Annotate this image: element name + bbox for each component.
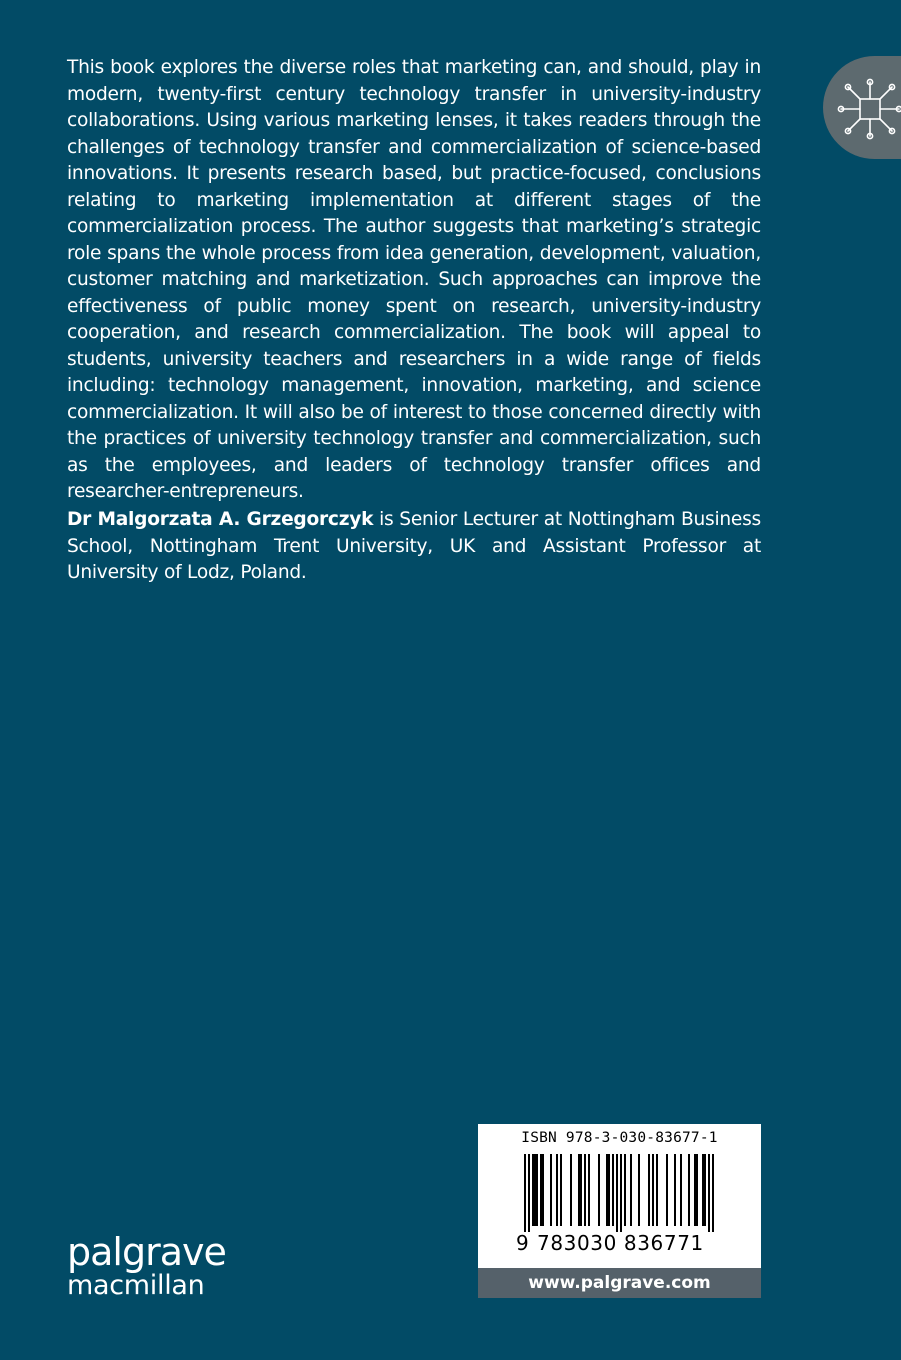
barcode-bar	[528, 1154, 530, 1232]
barcode-bar	[694, 1154, 696, 1226]
barcode-bar	[630, 1154, 632, 1226]
barcode-bar	[542, 1154, 544, 1226]
publisher-logo-line2: macmillan	[67, 1270, 205, 1301]
barcode-bar	[702, 1154, 704, 1226]
book-description: This book explores the diverse roles that marketing can, and should, play in modern, twenty-first century technology transfer in university-industry collaborations. Using various marketing lenses, it takes readers through the challenges of technology transfer and commercialization of science-based innovations. It presents research based, but practice-focused, conclusions relating to marketing implementation at different stages of the commercialization process. The author suggests that marketing’s strategic role spans the whole process from idea generation, development, valuation, customer matching and marketization. Such approaches can improve the effectiveness of public money spent on research, university-industry cooperation, and research commercialization. The book will appeal to students, university teachers and researchers in a wide range of fields including: technology management, innovation, marketing, and science commercialization. It will also be of interest to those concerned directly with the practices of university technology transfer and commercialization, such as the employees, and leaders of technology transfer offices and researcher-entrepreneurs.	[67, 57, 761, 502]
barcode-digit-groups: 783030 836771	[537, 1231, 704, 1255]
barcode-bar	[560, 1154, 562, 1226]
publisher-logo	[67, 1230, 226, 1302]
barcode-bar	[624, 1154, 626, 1226]
barcode-bar	[532, 1154, 534, 1226]
barcode-bar	[638, 1154, 640, 1226]
barcode-bar	[540, 1154, 542, 1226]
barcode-bar	[708, 1154, 710, 1232]
barcode-bar	[524, 1154, 526, 1232]
barcode-bar	[608, 1154, 610, 1226]
barcode-bar	[570, 1154, 572, 1226]
isbn-label: ISBN 978-3-030-83677-1	[521, 1130, 718, 1146]
barcode-bar	[712, 1154, 714, 1232]
author-bio-text: is Senior Lecturer at Nottingham Business School, Nottingham Trent University, UK and Assistant Professor at University of Lodz, Poland.	[67, 509, 761, 583]
barcode-image	[488, 1154, 751, 1232]
isbn-barcode-box	[478, 1124, 761, 1298]
barcode-bar	[612, 1154, 614, 1226]
barcode-bar	[580, 1154, 582, 1226]
circuit-node-icon	[837, 76, 901, 142]
barcode-bar	[656, 1154, 658, 1226]
barcode-bar	[606, 1154, 608, 1226]
barcode-bar	[536, 1154, 538, 1226]
barcode-bar	[556, 1154, 558, 1226]
series-badge	[823, 56, 901, 159]
barcode-bar	[584, 1154, 586, 1226]
barcode-bar	[616, 1154, 618, 1232]
barcode-bar	[688, 1154, 690, 1226]
barcode-bar	[578, 1154, 580, 1226]
barcode-bar	[550, 1154, 552, 1226]
author-bio	[67, 507, 761, 587]
barcode-bar	[674, 1154, 676, 1226]
barcode-first-digit: 9	[516, 1231, 529, 1255]
barcode-bar	[680, 1154, 682, 1226]
barcode-bar	[704, 1154, 706, 1226]
barcode-bar	[620, 1154, 622, 1232]
barcode-bar	[652, 1154, 654, 1226]
barcode-bar	[598, 1154, 600, 1226]
barcode-bar	[534, 1154, 536, 1226]
barcode-bar	[588, 1154, 590, 1226]
barcode-bar	[666, 1154, 668, 1226]
author-name: Dr Malgorzata A. Grzegorczyk	[67, 509, 374, 530]
barcode-bar	[696, 1154, 698, 1226]
publisher-url: www.palgrave.com	[478, 1268, 761, 1298]
publisher-logo-line1: palgrave	[67, 1230, 226, 1274]
barcode-bar	[648, 1154, 650, 1226]
